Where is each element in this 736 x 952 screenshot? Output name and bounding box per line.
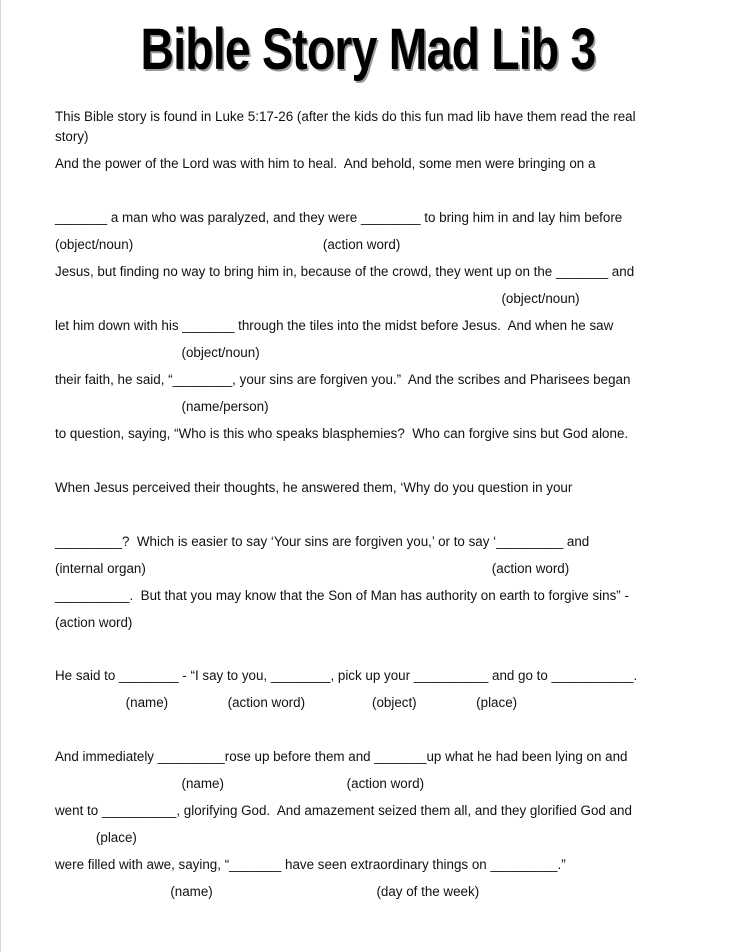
word-hint-line: (object/noun) <box>55 345 260 360</box>
word-hint-line: (internal organ) (action word) <box>55 561 570 576</box>
word-hint-line: (action word) <box>55 615 133 630</box>
page-title: Bible Story Mad Lib 3 <box>140 17 596 82</box>
story-line: When Jesus perceived their thoughts, he answered them, ‘Why do you question in your <box>55 480 573 495</box>
word-hint-line: (object/noun) <box>55 291 580 306</box>
story-line: went to __________, glorifying God. And amazement seized them all, and they glorified God and <box>55 803 632 818</box>
word-hint-line: (name) (day of the week) <box>55 884 480 899</box>
word-hint-line: (name/person) <box>55 399 269 414</box>
story-line: He said to ________ - “I say to you, ________, pick up your __________ and go to ___________. <box>55 668 638 683</box>
story-line: _________? Which is easier to say ‘Your sins are forgiven you,’ or to say ‘_________ and <box>55 534 590 549</box>
word-hint-line: (name) (action word) <box>55 776 425 791</box>
story-line: _______ a man who was paralyzed, and they were ________ to bring him in and lay him before <box>55 210 623 225</box>
story-line: were filled with awe, saying, “_______ have seen extraordinary things on _________.” <box>55 857 566 872</box>
story-line: This Bible story is found in Luke 5:17-26 (after the kids do this fun mad lib have them read the real <box>55 109 636 124</box>
word-hint-line: (name) (action word) (object) (place) <box>55 695 518 710</box>
story-line: their faith, he said, “________, your sins are forgiven you.” And the scribes and Pharisees began <box>55 372 631 387</box>
story-line: let him down with his _______ through the tiles into the midst before Jesus. And when he saw <box>55 318 614 333</box>
story-line: And the power of the Lord was with him to heal. And behold, some men were bringing on a <box>55 156 596 171</box>
word-hint-line: (place) <box>55 830 137 845</box>
story-line: And immediately _________rose up before them and _______up what he had been lying on and <box>55 749 628 764</box>
page-edge <box>0 0 1 952</box>
word-hint-line: (object/noun) (action word) <box>55 237 401 252</box>
story-line: to question, saying, “Who is this who speaks blasphemies? Who can forgive sins but God alone. <box>55 426 629 441</box>
story-line: __________. But that you may know that the Son of Man has authority on earth to forgive sins” - <box>55 588 629 603</box>
story-line: Jesus, but finding no way to bring him in, because of the crowd, they went up on the _______ and <box>55 264 635 279</box>
story-line: story) <box>55 129 89 144</box>
